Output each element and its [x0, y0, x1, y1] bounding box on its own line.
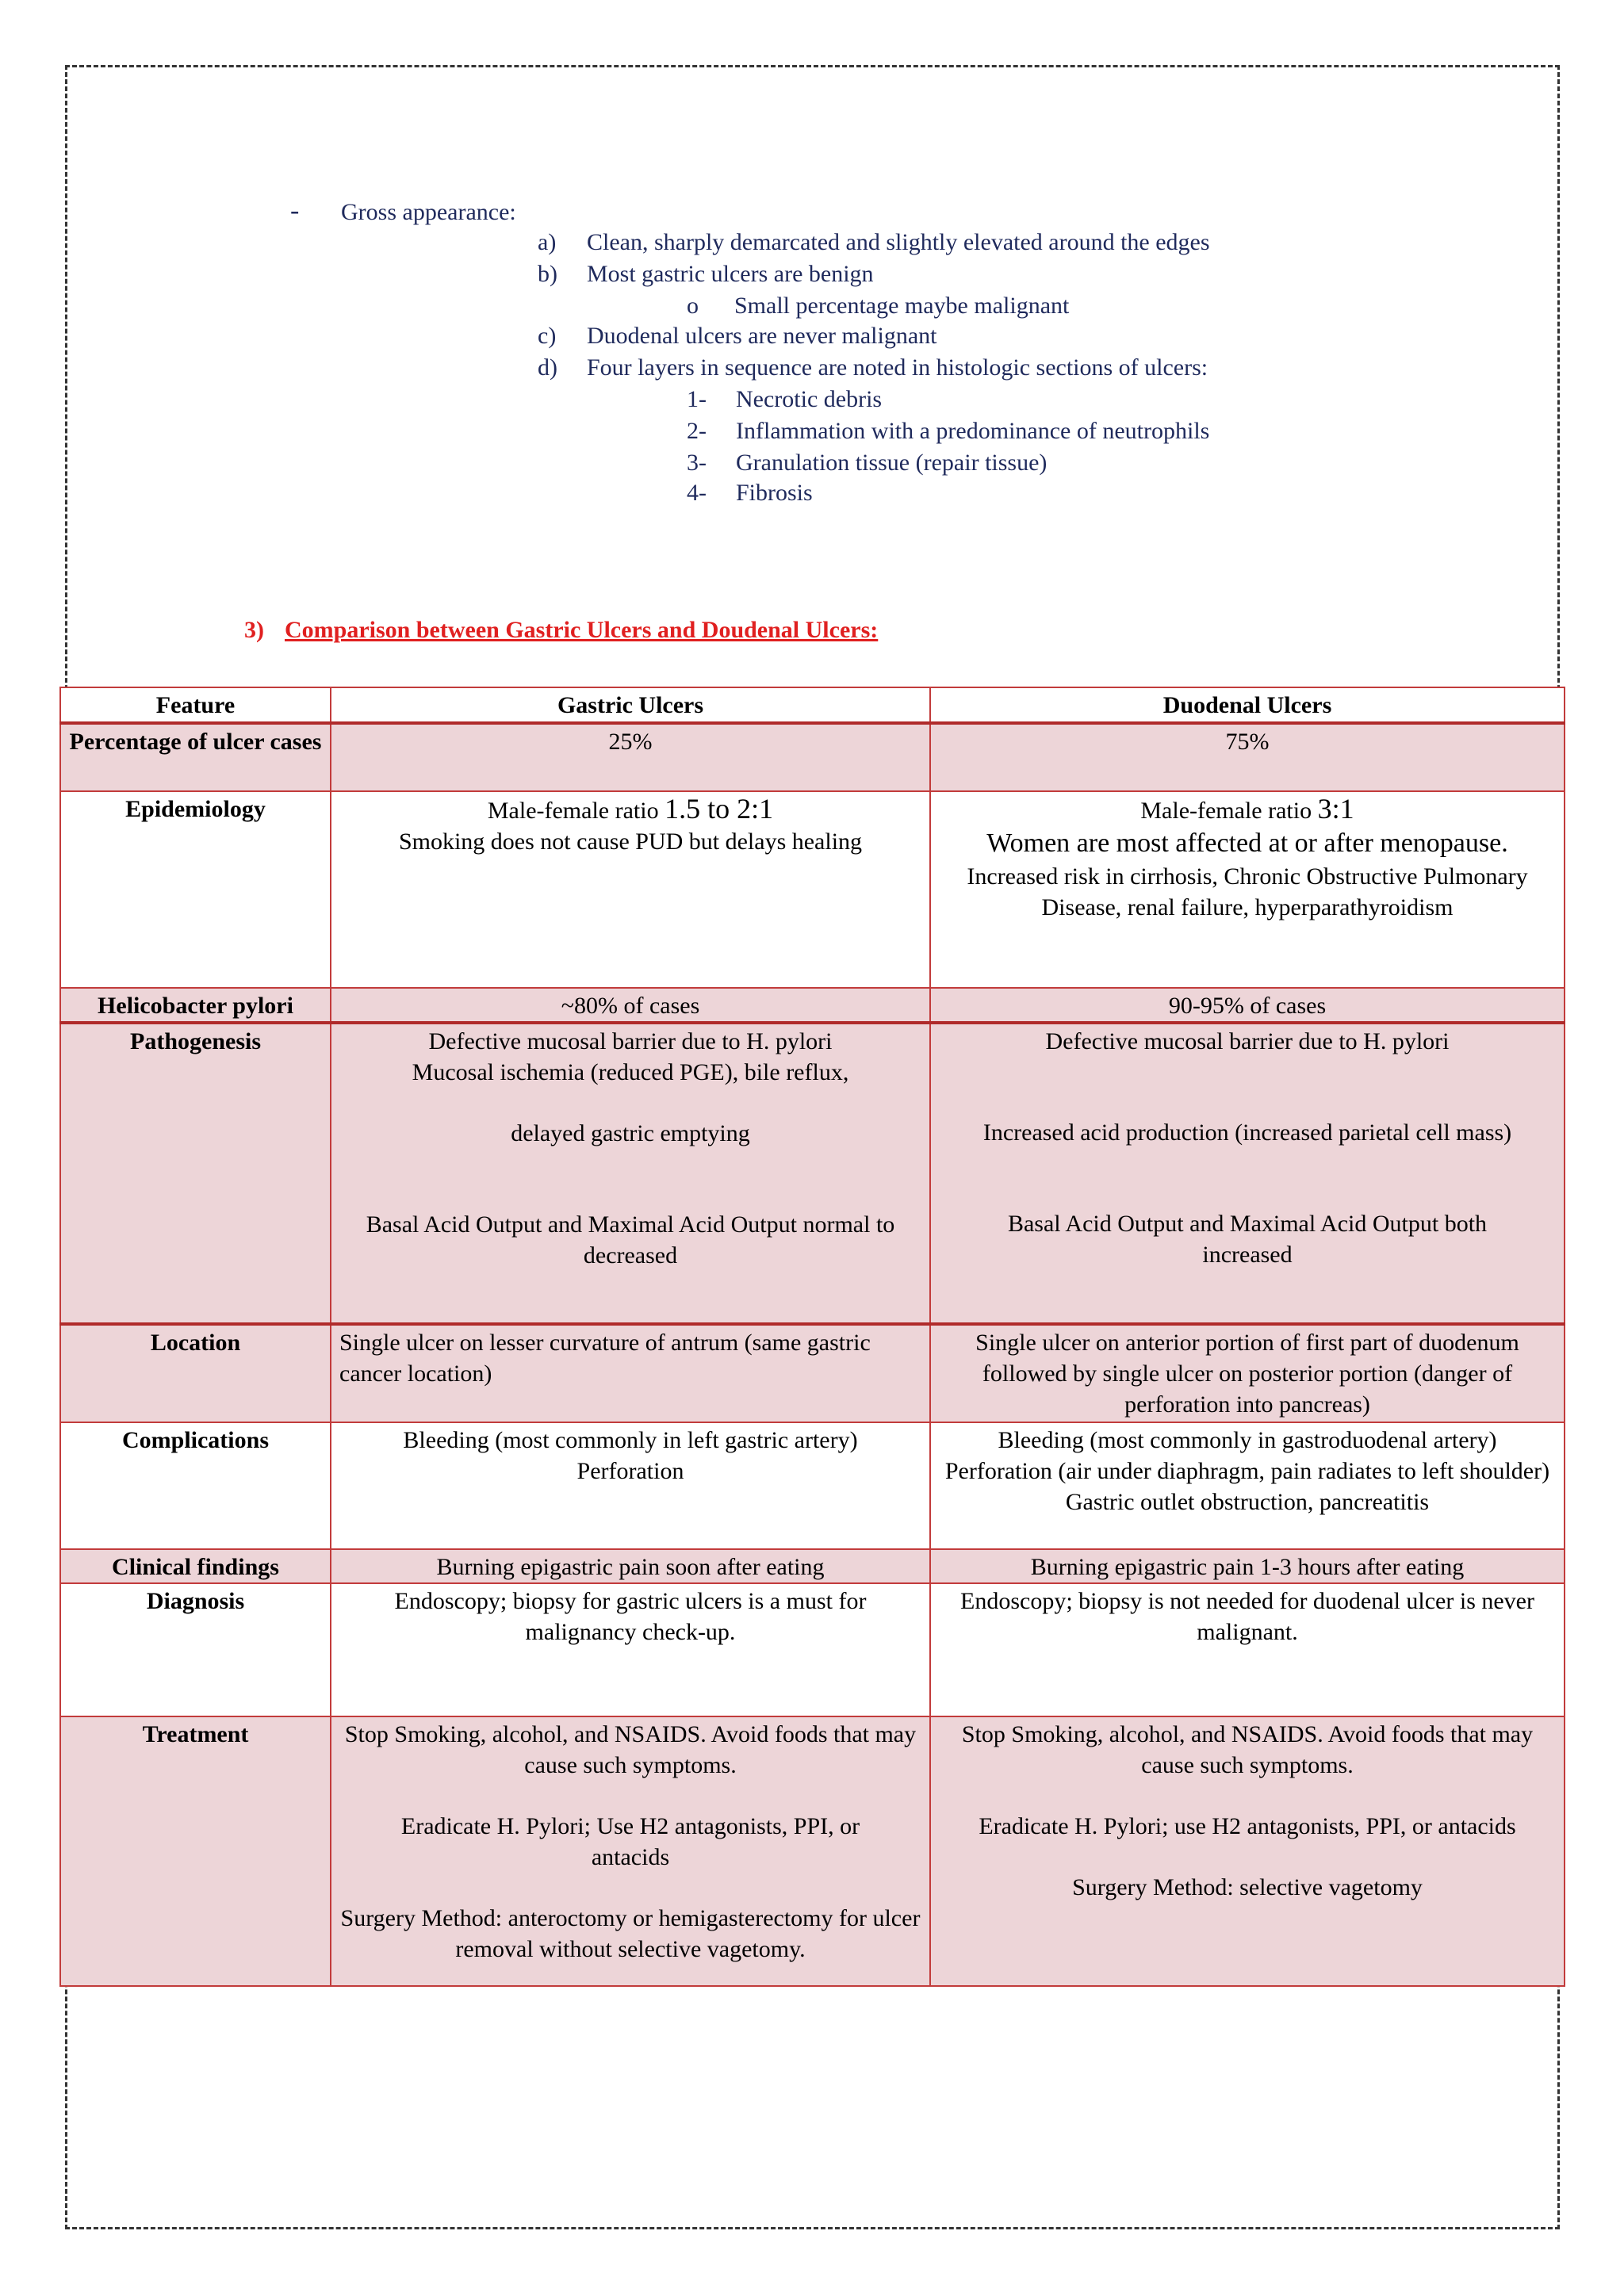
- table-row-hpylori: [60, 988, 1565, 1023]
- header-gastric: Gastric Ulcers: [331, 687, 930, 723]
- feature-cell: Clinical findings: [60, 1549, 331, 1583]
- duodenal-cell: [930, 1023, 1565, 1324]
- cell-text: Defective mucosal barrier due to H. pylori: [1045, 1028, 1450, 1054]
- list-marker: 1-: [687, 386, 707, 412]
- list-marker: c): [538, 323, 557, 349]
- list-marker: 3-: [687, 450, 707, 476]
- list-item: Most gastric ulcers are benign: [587, 261, 874, 287]
- section-heading: [244, 617, 878, 644]
- list-marker: 4-: [687, 480, 707, 506]
- duodenal-cell: Endoscopy; biopsy is not needed for duodenal ulcer is never malignant.: [930, 1583, 1565, 1716]
- feature-cell: Epidemiology: [60, 791, 331, 988]
- cell-text: Defective mucosal barrier due to H. pylori: [428, 1028, 833, 1054]
- duodenal-cell: 90-95% of cases: [930, 988, 1565, 1023]
- duodenal-cell: [930, 1422, 1565, 1549]
- list-item: Four layers in sequence are noted in histologic sections of ulcers:: [587, 354, 1208, 381]
- feature-cell: Diagnosis: [60, 1583, 331, 1716]
- gastric-ratio: Male-female ratio 1.5 to 2:1: [487, 793, 774, 825]
- list-item: Fibrosis: [736, 480, 813, 506]
- cell-text: Stop Smoking, alcohol, and NSAIDS. Avoid foods that may cause such symptoms.: [344, 1721, 917, 1778]
- gastric-cell: [331, 1422, 930, 1549]
- cell-text: Bleeding (most commonly in gastroduodenal artery): [998, 1427, 1497, 1453]
- cell-text: delayed gastric emptying: [511, 1120, 750, 1146]
- feature-cell: Pathogenesis: [60, 1023, 331, 1324]
- gastric-cell: [331, 1023, 930, 1324]
- cell-text: Mucosal ischemia (reduced PGE), bile reflux,: [412, 1059, 849, 1085]
- gastric-cell: [331, 791, 930, 988]
- gastric-cell: Endoscopy; biopsy for gastric ulcers is a must for malignancy check-up.: [331, 1583, 930, 1716]
- cell-text: Surgery Method: selective vagetomy: [1072, 1874, 1423, 1900]
- cell-text: Perforation (air under diaphragm, pain radiates to left shoulder): [944, 1458, 1550, 1484]
- cell-text: Perforation: [576, 1458, 684, 1484]
- cell-text: Bleeding (most commonly in left gastric artery): [403, 1427, 858, 1453]
- table-row-percentage: [60, 723, 1565, 791]
- table-row-complications: [60, 1422, 1565, 1549]
- list-item: Clean, sharply demarcated and slightly elevated around the edges: [587, 229, 1210, 255]
- duodenal-ratio: Male-female ratio 3:1: [1140, 793, 1354, 825]
- cell-text: Stop Smoking, alcohol, and NSAIDS. Avoid foods that may cause such symptoms.: [961, 1721, 1534, 1778]
- table-row-location: [60, 1324, 1565, 1422]
- cell-text: Basal Acid Output and Maximal Acid Output normal to decreased: [366, 1211, 895, 1269]
- table-row-pathogenesis: [60, 1023, 1565, 1324]
- section-number: 3): [244, 617, 264, 643]
- header-duodenal: Duodenal Ulcers: [930, 687, 1565, 723]
- duodenal-cell: Single ulcer on anterior portion of first part of duodenum followed by single ulcer on posterior portion (danger of perforation into pancreas): [930, 1324, 1565, 1422]
- gastric-cell: ~80% of cases: [331, 988, 930, 1023]
- table-row-diagnosis: [60, 1583, 1565, 1716]
- cell-text: Eradicate H. Pylori; use H2 antagonists, PPI, or antacids: [979, 1813, 1516, 1839]
- duodenal-women: Women are most affected at or after menopause.: [986, 828, 1508, 858]
- list-item: Small percentage maybe malignant: [734, 293, 1070, 319]
- table-header-row: [60, 687, 1565, 723]
- cell-text: Gastric outlet obstruction, pancreatitis: [1065, 1489, 1430, 1515]
- duodenal-risk: Increased risk in cirrhosis, Chronic Obstructive Pulmonary Disease, renal failure, hyperparathyroidism: [967, 863, 1528, 920]
- bullet-dash: -: [290, 196, 300, 225]
- feature-cell: Treatment: [60, 1716, 331, 1986]
- table-row-treatment: [60, 1716, 1565, 1986]
- gastric-cell: Single ulcer on lesser curvature of antrum (same gastric cancer location): [331, 1324, 930, 1422]
- feature-cell: Percentage of ulcer cases: [60, 723, 331, 791]
- feature-cell: Location: [60, 1324, 331, 1422]
- duodenal-cell: [930, 1716, 1565, 1986]
- list-marker: o: [687, 293, 699, 319]
- list-marker: b): [538, 261, 557, 287]
- table-row-epidemiology: [60, 791, 1565, 988]
- feature-cell: Complications: [60, 1422, 331, 1549]
- cell-text: Increased acid production (increased parietal cell mass): [982, 1119, 1512, 1146]
- list-marker: d): [538, 354, 557, 381]
- gastric-cell: 25%: [331, 723, 930, 791]
- gross-appearance-label: Gross appearance:: [341, 199, 516, 225]
- list-item: Granulation tissue (repair tissue): [736, 450, 1048, 476]
- cell-text: Eradicate H. Pylori; Use H2 antagonists, PPI, or antacids: [400, 1813, 860, 1870]
- comparison-table: [59, 687, 1565, 1987]
- gastric-cell: [331, 1716, 930, 1986]
- header-feature: Feature: [60, 687, 331, 723]
- duodenal-cell: 75%: [930, 723, 1565, 791]
- table-row-clinical-findings: [60, 1549, 1565, 1583]
- gastric-smoking: Smoking does not cause PUD but delays healing: [398, 828, 863, 855]
- duodenal-cell: Burning epigastric pain 1-3 hours after eating: [930, 1549, 1565, 1583]
- list-marker: 2-: [687, 418, 707, 444]
- list-item: Necrotic debris: [736, 386, 883, 412]
- duodenal-cell: [930, 791, 1565, 988]
- section-title: Comparison between Gastric Ulcers and Doudenal Ulcers:: [285, 617, 879, 643]
- gastric-cell: Burning epigastric pain soon after eating: [331, 1549, 930, 1583]
- list-item: Duodenal ulcers are never malignant: [587, 323, 937, 349]
- cell-text: Basal Acid Output and Maximal Acid Output both increased: [1007, 1211, 1488, 1268]
- feature-cell: Helicobacter pylori: [60, 988, 331, 1023]
- list-item: Inflammation with a predominance of neutrophils: [736, 418, 1210, 444]
- list-marker: a): [538, 229, 557, 255]
- cell-text: Surgery Method: anteroctomy or hemigasterectomy for ulcer removal without selective vagetomy.: [340, 1905, 921, 1962]
